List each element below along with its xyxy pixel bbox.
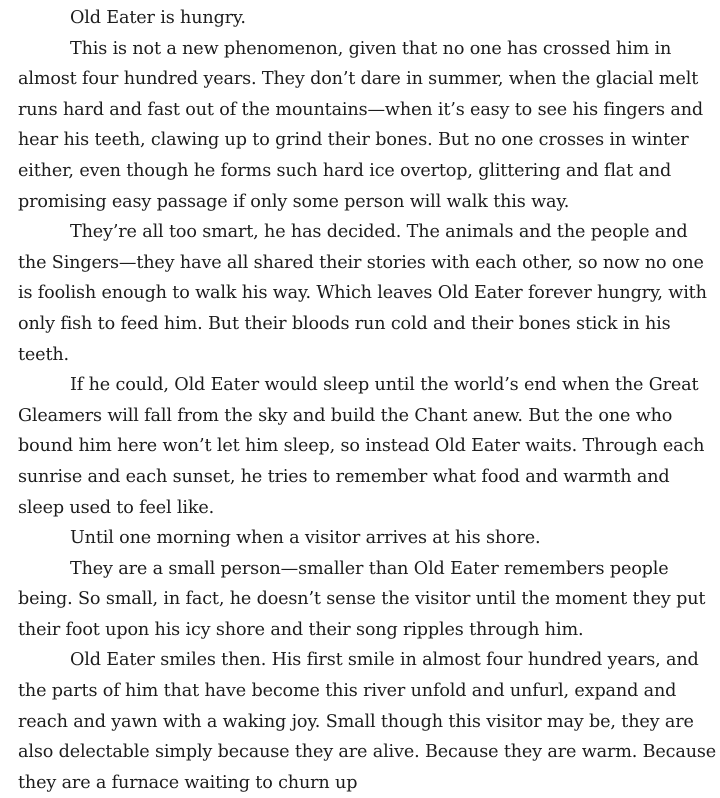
document-body [18,0,718,798]
paragraph-7: Old Eater smiles then. His first smile in almost four hundred years, and the parts of him that have become this river unfold and unfurl, expand and reach and yawn with a waking joy. Small though this visitor may be, they are also delectable simply because they are alive. Because they are warm. Because they are a furnace waiting to churn up [18,650,717,793]
paragraph-3: They’re all too smart, he has decided. The animals and the people and the Singers—they have all shared their stories with each other, so now no one is foolish enough to walk his way. Which leaves Old Eater forever hungry, with only fish to feed him. But their bloods run cold and their bones stick in his teeth. [18,222,707,365]
paragraph-6: They are a small person—smaller than Old Eater remembers people being. So small, in fact, he doesn’t sense the visitor until the moment they put their foot upon his icy shore and their song ripples through him. [18,558,706,640]
paragraph-4: If he could, Old Eater would sleep until the world’s end when the Great Gleamers will fall from the sky and build the Chant anew. But the one who bound him here won’t let him sleep, so instead Old Eater waits. Through each sunrise and each sunset, he tries to remember what food and warmth and sleep used to feel like. [18,375,705,518]
paragraph-1: Old Eater is hungry. [70,8,246,28]
paragraph-5: Until one morning when a visitor arrives at his shore. [70,528,541,549]
paragraph-2: This is not a new phenomenon, given that no one has crossed him in almost four hundred years. They don’t dare in summer, when the glacial melt runs hard and fast out of the mountains—when it’s easy to see his fingers and hear his teeth, clawing up to grind their bones. But no one crosses in winter either, even though he forms such hard ice overtop, glittering and flat and promising easy passage if only some person will walk this way. [18,38,704,212]
